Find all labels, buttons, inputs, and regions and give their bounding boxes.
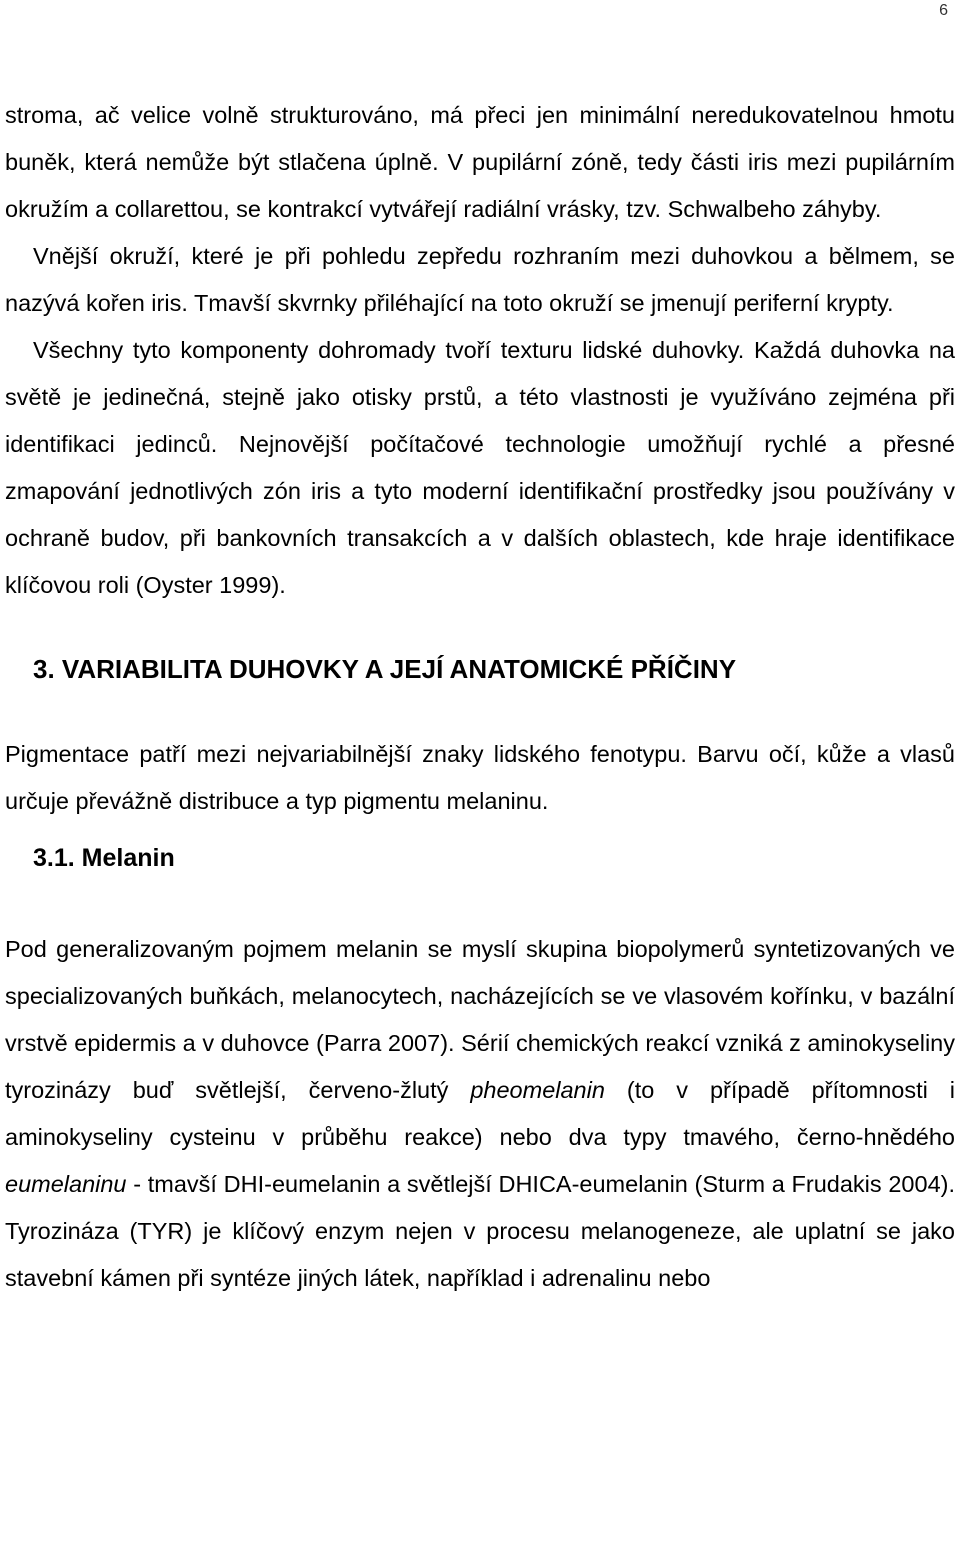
page-number: 6 bbox=[939, 2, 948, 19]
melanin-text-part-2: (to v případě přítomnosti i aminokyseliny cysteinu v průběhu reakce) nebo dva typy tmavého, černo-hnědého bbox=[5, 1077, 956, 1150]
section-heading-3-1: 3.1. Melanin bbox=[33, 844, 175, 872]
document-body bbox=[5, 92, 955, 1302]
paragraph-stroma: stroma, ač velice volně strukturováno, má přeci jen minimální neredukovatelnou hmotu buněk, která nemůže být stlačena úplně. V pupilární zóně, tedy části iris mezi pupilárním okružím a collarettou, se kontrakcí vytvářejí radiální vrásky, tzv. Schwalbeho záhyby. bbox=[5, 102, 955, 222]
paragraph-iris-texture: Všechny tyto komponenty dohromady tvoří texturu lidské duhovky. Každá duhovka na světě je jedinečná, stejně jako otisky prstů, a této vlastnosti je využíváno zejména při identifikaci jedinců. Nejnovější počítačové technologie umožňují rychlé a přesné zmapování jednotlivých zón iris a tyto moderní identifikační prostředky jsou používány v ochraně budov, při bankovních transakcích a v dalších oblastech, kde hraje identifikace klíčovou roli (Oyster 1999). bbox=[5, 337, 955, 598]
term-pheomelanin: pheomelanin bbox=[470, 1077, 605, 1103]
paragraph-melanin bbox=[5, 926, 955, 1302]
term-eumelaninu: eumelaninu bbox=[5, 1171, 127, 1197]
paragraph-pigmentation: Pigmentace patří mezi nejvariabilnější znaky lidského fenotypu. Barvu očí, kůže a vlasů určuje převážně distribuce a typ pigmentu melaninu. bbox=[5, 741, 955, 814]
melanin-text-part-1: Pod generalizovaným pojmem melanin se myslí skupina biopolymerů syntetizovaných ve specializovaných buňkách, melanocytech, nacházejících se ve vlasovém kořínku, v bazální vrstvě epidermis a v duhovce (Parra 2007). Sérií chemických reakcí vzniká z aminokyseliny tyrozinázy buď světlejší, červeno-žlutý bbox=[5, 936, 955, 1103]
melanin-text-part-3: - tmavší DHI-eumelanin a světlejší DHICA-eumelanin (Sturm a Frudakis 2004). Tyrozináza (TYR) je klíčový enzym nejen v procesu melanogeneze, ale uplatní se jako stavební kámen při syntéze jiných látek, například i adrenalinu nebo bbox=[5, 1171, 955, 1291]
paragraph-root-of-iris: Vnější okruží, které je při pohledu zepředu rozhraním mezi duhovkou a bělmem, se nazývá kořen iris. Tmavší skvrnky přiléhající na toto okruží se jmenují periferní krypty. bbox=[5, 243, 955, 316]
section-heading-3: 3. VARIABILITA DUHOVKY A JEJÍ ANATOMICKÉ PŘÍČINY bbox=[33, 654, 737, 684]
